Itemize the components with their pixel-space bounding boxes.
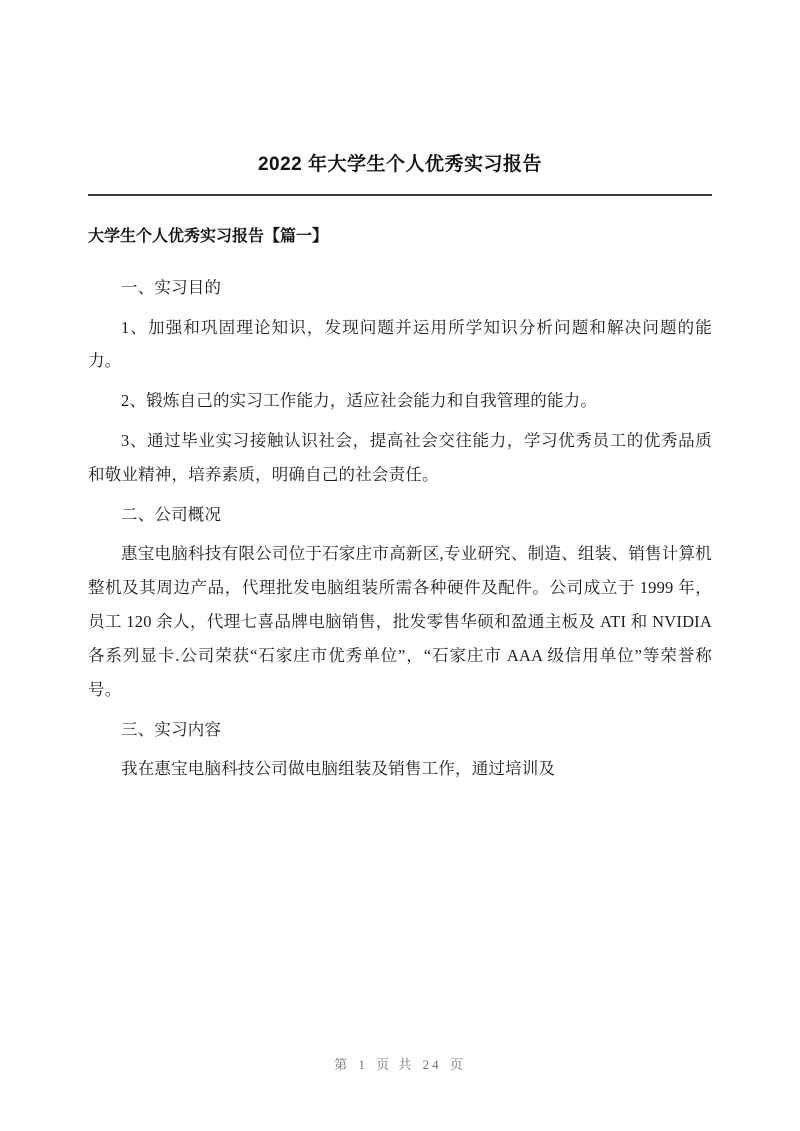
paragraph-8: 我在惠宝电脑科技公司做电脑组装及销售工作，通过培训及 (121, 759, 556, 779)
footer-prefix: 第 (334, 1057, 351, 1072)
footer-page-number: 1 (358, 1057, 368, 1072)
footer-suffix: 页 (449, 1057, 466, 1072)
section-heading: 大学生个人优秀实习报告【篇一】 (88, 228, 329, 246)
footer-total-pages: 24 (422, 1057, 442, 1072)
title-divider (88, 194, 712, 196)
paragraph-4: 3、通过毕业实习接触认识社会，提高社会交往能力，学习优秀员工的优秀品质和敬业精神，培养素质，明确自己的社会责任。 (88, 431, 712, 484)
paragraph-1: 一、实习目的 (121, 277, 222, 297)
page-title: 2022 年大学生个人优秀实习报告 (257, 154, 543, 175)
paragraph-7: 三、实习内容 (121, 719, 222, 739)
page-footer (0, 1054, 800, 1073)
paragraph-3: 2、锻炼自己的实习工作能力，适应社会能力和自我管理的能力。 (121, 391, 598, 411)
paragraph-2: 1、加强和巩固理论知识，发现问题并运用所学知识分析问题和解决问题的能力。 (88, 317, 712, 371)
footer-middle: 页 共 (376, 1057, 415, 1072)
paragraph-5: 二、公司概况 (121, 504, 222, 524)
paragraph-6: 惠宝电脑科技有限公司位于石家庄市高新区,专业研究、制造、组装、销售计算机整机及其周边产品，代理批发电脑组装所需各种硬件及配件。公司成立于 1999 年，员工 120 余人，代理七喜品牌电脑销售，批发零售华硕和盈通主板及 ATI 和 NVIDIA 各系列显卡.公司荣获“石家庄市优秀单位”，“石家庄市 AAA 级信用单位”等荣誉称号。 (88, 544, 712, 699)
